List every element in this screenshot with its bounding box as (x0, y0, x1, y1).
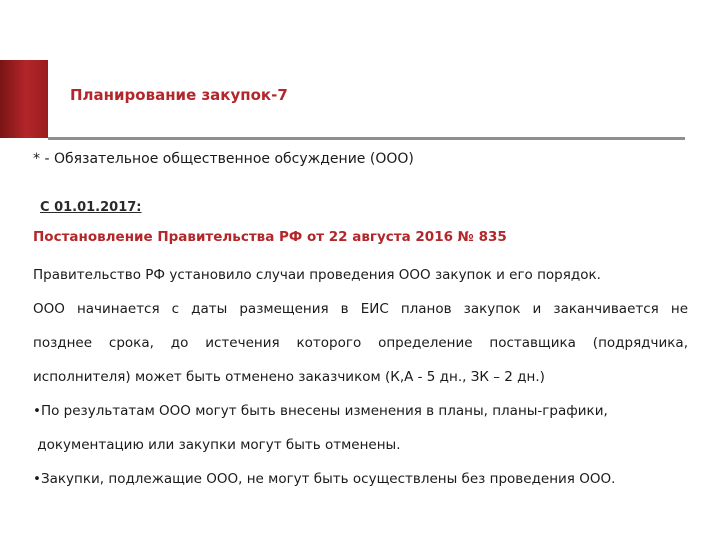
paragraph-2-line-3: исполнителя) может быть отменено заказчиком (К,А - 5 дн., ЗК – 2 дн.) (33, 369, 545, 385)
paragraph-2-line-1: ООО начинается с даты размещения в ЕИС планов закупок и заканчивается не (33, 301, 688, 317)
decree-reference: Постановление Правительства РФ от 22 августа 2016 № 835 (33, 229, 507, 245)
effective-date: С 01.01.2017: (40, 200, 142, 215)
body-text (33, 258, 688, 496)
bullet-2: •Закупки, подлежащие ООО, не могут быть осуществлены без проведения ООО. (33, 471, 616, 487)
bullet-1-line-2: документацию или закупки могут быть отменены. (33, 437, 401, 453)
slide-title: Планирование закупок-7 (70, 86, 288, 104)
paragraph-2-line-2: позднее срока, до истечения которого определение поставщика (подрядчика, (33, 335, 688, 351)
paragraph-1: Правительство РФ установило случаи проведения ООО закупок и его порядок. (33, 267, 601, 283)
slide-subtitle: * - Обязательное общественное обсуждение (ООО) (33, 151, 414, 167)
title-divider (48, 137, 685, 140)
bullet-1-line-1: •По результатам ООО могут быть внесены изменения в планы, планы-графики, (33, 403, 608, 419)
accent-bar (0, 60, 48, 138)
